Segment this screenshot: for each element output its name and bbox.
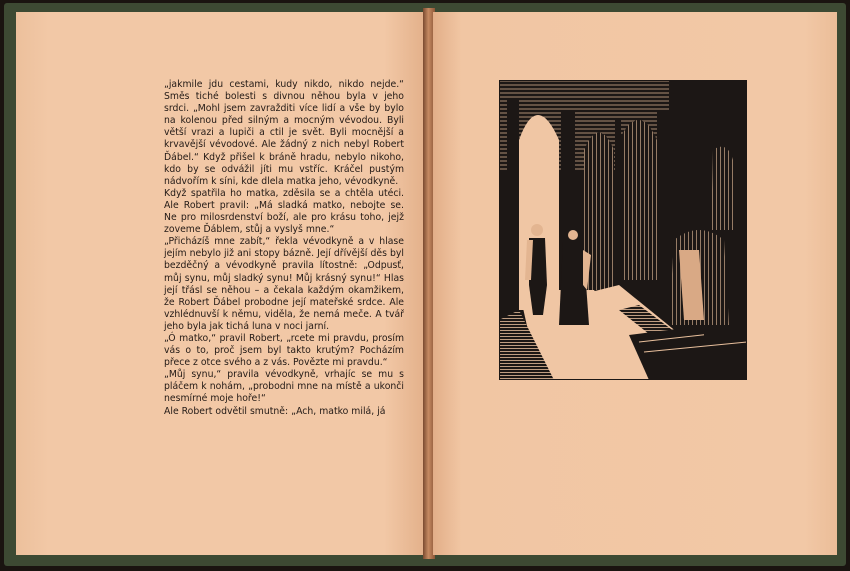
paragraph: „jakmile jdu cestami, kudy nikdo, nikdo nejde.“ Směs tiché bolesti s divnou něhou byla v jeho srdci. „Mohl jsem zavražditi více lidí a vše by bylo na kolenou před silným a mocným vévodou. Byli větší vrazi a lupiči a ctil je svět. Byli mocnější a krvavější vévodové. Ale žádný z nich nebyl Robert Ďábel.“ Když přišel k bráně hradu, nebylo nikoho, kdo by se odvážil jíti mu vstříc. Kráčel pustým nádvořím k síni, kde dlela matka jeho, vévodkyně. xyxy=(164,79,404,187)
left-page xyxy=(16,12,425,555)
woodcut-illustration xyxy=(499,80,747,380)
paragraph: „Ó matko,“ pravil Robert, „rcete mi pravdu, prosím vás o to, proč jsem byl takto krutým? Pocházím přece z otce svého a z vás. Povězte mi pravdu.“ xyxy=(164,332,404,369)
paragraph: Ale Robert odvětil smutně: „Ach, matko milá, já xyxy=(164,405,386,417)
paragraph: „Můj synu,“ pravila vévodkyně, vrhajíc se mu s pláčem k nohám, „probodni mne na místě a ukonči nesmírné moje hoře!“ xyxy=(164,369,404,405)
body-text xyxy=(164,79,404,418)
paragraph: „Přicházíš mne zabít,“ řekla vévodkyně a v hlase jejím nebylo již ani stopy bázně. Její dřívější děs byl bezděčný a vévodkyně pravila lítostně: „Odpusť, můj synu, můj sladký synu! Můj krásný synu!“ Hlas její třásl se něhou – a čekala každým okamžikem, že Robert Ďábel probodne její mateřské srdce. Ale vzhlédnuvší k němu, viděla, že nemá meče. A tvář jeho byla jak tichá luna v noci jarní. xyxy=(164,236,404,332)
paragraph: Když spatřila ho matka, zděsila se a chtěla utéci. Ale Robert pravil: „Má sladká matko, nebojte se. Ne pro milosrdenství boží, ale pro krásu toho, jejž zoveme Ďáblem, stůj a vyslyš mne.“ xyxy=(164,187,404,236)
